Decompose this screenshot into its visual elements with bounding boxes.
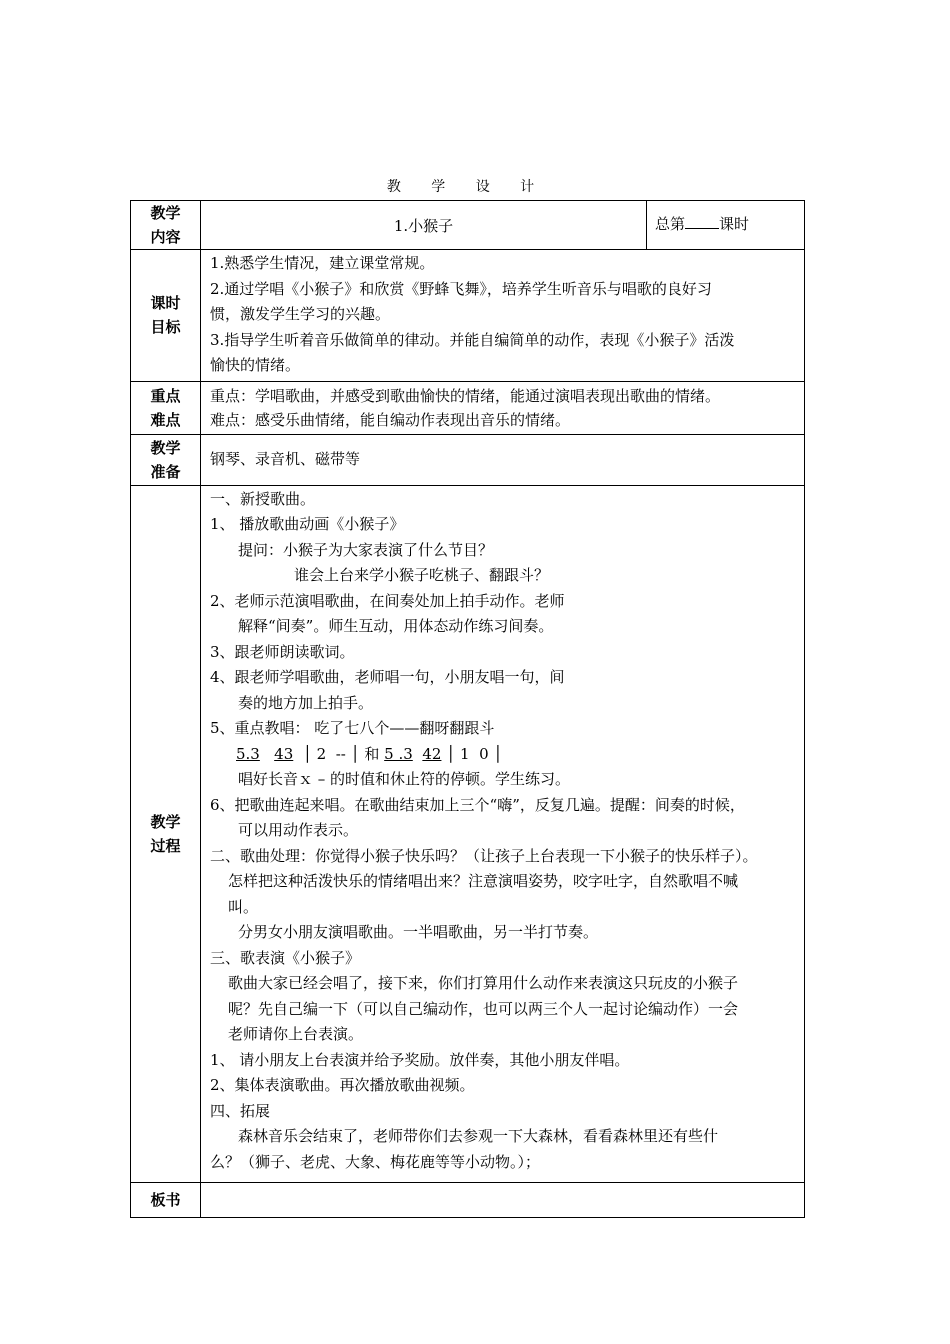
row-content [131, 201, 805, 250]
row-board [131, 1182, 805, 1217]
process-line: 可以用动作表示。 [238, 821, 359, 839]
period-blank [685, 214, 719, 229]
label-preparation: 教学 准备 [131, 434, 201, 485]
process-line: 呢？先自己编一下（可以自己编动作，也可以两三个人一起讨论编动作）一会 [228, 999, 739, 1018]
process-line: 1、 播放歌曲动画《小猴子》 [210, 515, 405, 533]
process-line: 6、把歌曲连起来唱。在歌曲结束加上三个“嗨”，反复几遍。提醒：间奏的时候， [210, 795, 745, 814]
row-preparation [131, 434, 805, 485]
process-line: 四、拓展 [210, 1101, 271, 1120]
objective-line: 惯，激发学生学习的兴趣。 [210, 305, 391, 323]
process-cell [201, 485, 805, 1182]
process-line: 一、新授歌曲。 [210, 489, 316, 508]
process-line: 提问：小猴子为大家表演了什么节目？ [238, 540, 494, 559]
notation-c: │ 2 -- │ 和 [302, 744, 385, 763]
process-line: 叫。 [228, 897, 259, 916]
label-content: 教学 内容 [131, 201, 201, 250]
document-title: 教 学 设 计 [386, 179, 548, 195]
difficulty-line: 难点：感受乐曲情绪，能自编动作表现出音乐的情绪。 [210, 410, 571, 429]
topic-cell [201, 201, 647, 250]
process-line: 3、跟老师朗读歌词。 [210, 642, 355, 661]
process-line: 5、重点教唱： 吃了七八个——翻呀翻跟斗 [210, 719, 495, 737]
period-prefix: 总第 [655, 215, 686, 234]
lesson-plan-table [130, 200, 805, 1218]
process-line: 怎样把这种活泼快乐的情绪唱出来？注意演唱姿势，咬字吐字，自然歌唱不喊 [228, 872, 739, 890]
process-line: 森林音乐会结束了，老师带你们去参观一下大森林，看看森林里还有些什 [238, 1127, 719, 1145]
period-cell [647, 201, 805, 250]
period-suffix: 课时 [719, 215, 750, 234]
row-key-points [131, 381, 805, 434]
music-notation [210, 742, 798, 768]
process-line: 三、歌表演《小猴子》 [210, 948, 361, 967]
objectives-cell [201, 250, 805, 382]
notation-b: 43 [274, 744, 294, 763]
objective-line: 愉快的情绪。 [210, 356, 301, 374]
process-line: 歌曲大家已经会唱了，接下来，你们打算用什么动作来表演这只玩皮的小猴子 [228, 974, 739, 992]
label-key-points: 重点 难点 [131, 381, 201, 434]
process-line: 奏的地方加上拍手。 [238, 693, 374, 712]
process-line: 解释“间奏”。师生互动，用体态动作练习间奏。 [238, 617, 554, 635]
row-process [131, 485, 805, 1182]
process-line: 么？（狮子、老虎、大象、梅花鹿等等小动物。）； [210, 1152, 541, 1171]
process-line: 4、跟老师学唱歌曲，老师唱一句，小朋友唱一句，间 [210, 668, 565, 686]
process-line: 谁会上台来学小猴子吃桃子、翻跟斗？ [294, 566, 550, 584]
notation-d: 5 .3 [384, 744, 413, 763]
notation-f: │ 1 0 │ [446, 744, 503, 763]
preparation-cell [201, 434, 805, 485]
topic: 1.小猴子 [393, 216, 454, 235]
notation-e: 42 [422, 744, 442, 763]
process-line: 二、歌曲处理：你觉得小猴子快乐吗？（让孩子上台表现一下小猴子的快乐样子）。 [210, 846, 758, 865]
label-board: 板书 [131, 1182, 201, 1217]
objective-line: 1.熟悉学生情况，建立课堂常规。 [210, 254, 435, 272]
process-line: 老师请你上台表演。 [228, 1025, 364, 1043]
process-line: 分男女小朋友演唱歌曲。一半唱歌曲，另一半打节奏。 [238, 923, 599, 941]
row-objectives [131, 250, 805, 382]
objective-line: 2.通过学唱《小猴子》和欣赏《野蜂飞舞》，培养学生听音乐与唱歌的良好习 [210, 279, 712, 298]
process-line: 2、集体表演歌曲。再次播放歌曲视频。 [210, 1076, 475, 1094]
objective-line: 3.指导学生听着音乐做简单的律动。并能自编简单的动作，表现《小猴子》活泼 [210, 330, 735, 349]
key-point-line: 重点：学唱歌曲，并感受到歌曲愉快的情绪，能通过演唱表现出歌曲的情绪。 [210, 386, 721, 405]
label-process: 教学 过程 [131, 485, 201, 1182]
process-line: 1、 请小朋友上台表演并给予奖励。放伴奏，其他小朋友伴唱。 [210, 1050, 630, 1069]
process-line: 2、老师示范演唱歌曲，在间奏处加上拍手动作。老师 [210, 591, 565, 610]
preparation-text: 钢琴、录音机、磁带等 [210, 449, 361, 468]
board-cell [201, 1182, 805, 1217]
notation-a: 5.3 [236, 744, 260, 763]
key-points-cell [201, 381, 805, 434]
label-objectives: 课时 目标 [131, 250, 201, 382]
process-line: 唱好长音ｘ – 的时值和休止符的停顿。学生练习。 [238, 770, 571, 788]
